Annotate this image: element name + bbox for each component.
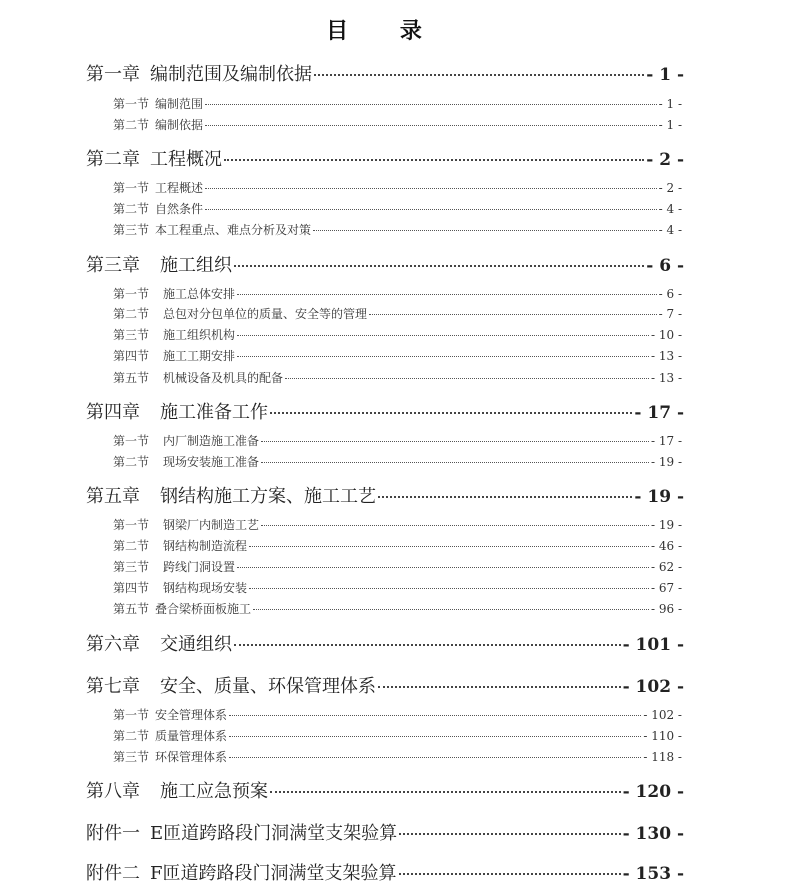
dot-leader [369,314,657,315]
dot-leader [224,159,644,161]
section-title: 总包对分包单位的质量、安全等的管理 [163,307,368,321]
dot-leader [270,791,621,793]
section-title: 叠合梁桥面板施工 [155,602,252,616]
dot-leader [234,265,644,267]
page-number: - 118 - [643,750,682,764]
section-title: 现场安装施工准备 [163,455,260,469]
section-number: 第二节 [113,455,150,469]
toc-section-row[interactable] [113,537,682,554]
page-number: - 17 - [634,403,684,423]
toc-section-row[interactable] [113,95,682,112]
page-number: - 120 - [622,782,684,802]
page-number: - 19 - [634,487,684,507]
toc-section-row[interactable] [113,432,682,449]
dot-leader [261,441,649,442]
section-number: 第二节 [113,202,150,216]
toc-section-row[interactable] [113,285,682,302]
chapter-title: 施工准备工作 [160,402,268,423]
page-number: - 13 - [650,349,682,363]
dot-leader [378,686,621,688]
section-number: 第一节 [113,287,150,301]
section-number: 第四节 [113,581,150,595]
section-title: 钢结构制造流程 [163,539,248,553]
toc-appendix-row[interactable] [86,819,684,845]
page-number: - 6 - [658,287,682,301]
dot-leader [229,757,641,758]
section-number: 第二节 [113,307,150,321]
section-title: 施工组织机构 [163,328,236,342]
section-number: 第一节 [113,181,150,195]
dot-leader [378,496,632,498]
section-number: 第三节 [113,223,150,237]
toc-section-row[interactable] [113,706,682,723]
section-number: 第五节 [113,371,150,385]
toc-section-row[interactable] [113,221,682,238]
chapter-number: 第七章 [86,676,140,697]
toc-section-row[interactable] [113,347,682,364]
section-number: 第二节 [113,118,150,132]
toc-chapter-row[interactable] [86,630,684,656]
page-number: - 110 - [643,729,682,743]
chapter-number: 第五章 [86,486,140,507]
section-number: 第四节 [113,349,150,363]
page-number: - 17 - [650,434,682,448]
chapter-number: 第三章 [86,255,140,276]
chapter-title: 工程概况 [150,149,222,170]
page-number: - 130 - [622,824,684,844]
section-number: 第二节 [113,729,150,743]
dot-leader [399,833,620,835]
section-title: 自然条件 [155,202,204,216]
appendix-number: 附件二 [86,863,140,884]
section-title: 编制范围 [155,97,204,111]
dot-leader [229,715,641,716]
dot-leader [237,356,649,357]
page-number: - 7 - [658,307,682,321]
section-title: 质量管理体系 [155,729,228,743]
dot-leader [285,378,649,379]
chapter-title: 安全、质量、环保管理体系 [160,676,376,697]
dot-leader [314,74,644,76]
section-number: 第二节 [113,539,150,553]
chapter-number: 第八章 [86,781,140,802]
toc-chapter-row[interactable] [86,60,684,86]
dot-leader [205,188,657,189]
section-number: 第三节 [113,750,150,764]
section-title: 施工工期安排 [163,349,236,363]
chapter-title: 施工组织 [160,255,232,276]
section-title: 环保管理体系 [155,750,228,764]
section-number: 第五节 [113,602,150,616]
page-number: - 6 - [646,256,684,276]
chapter-number: 第二章 [86,149,140,170]
page-number: - 1 - [658,97,682,111]
page-number: - 102 - [643,708,682,722]
section-title: 跨线门洞设置 [163,560,236,574]
section-title: 内厂制造施工准备 [163,434,260,448]
page-number: - 153 - [622,864,684,884]
section-title: 安全管理体系 [155,708,228,722]
toc-title: 目 录 [326,18,444,44]
page-number: - 1 - [658,118,682,132]
page-number: - 62 - [650,560,682,574]
toc-chapter-row[interactable] [86,672,684,698]
section-title: 工程概述 [155,181,204,195]
section-title: 钢梁厂内制造工艺 [163,518,260,532]
toc-appendix-row[interactable] [86,859,684,885]
dot-leader [229,736,641,737]
dot-leader [205,209,657,210]
toc-section-row[interactable] [113,200,682,217]
toc-section-row[interactable] [113,453,682,470]
chapter-number: 第一章 [86,64,140,85]
dot-leader [237,335,649,336]
toc-section-row[interactable] [113,305,682,322]
toc-section-row[interactable] [113,369,682,386]
toc-chapter-row[interactable] [86,145,684,171]
page-number: - 46 - [650,539,682,553]
toc-chapter-row[interactable] [86,251,684,277]
dot-leader [234,644,621,646]
section-title: 本工程重点、难点分析及对策 [155,223,312,237]
toc-chapter-row[interactable] [86,777,684,803]
page-number: - 13 - [650,371,682,385]
page-number: - 2 - [646,150,684,170]
toc-section-row[interactable] [113,748,682,765]
toc-section-row[interactable] [113,600,682,617]
page-number: - 4 - [658,202,682,216]
section-title: 机械设备及机具的配备 [163,371,284,385]
dot-leader [261,525,649,526]
page-number: - 2 - [658,181,682,195]
toc-section-row[interactable] [113,558,682,575]
section-number: 第三节 [113,328,150,342]
dot-leader [399,873,621,875]
toc-section-row[interactable] [113,116,682,133]
page-number: - 96 - [650,602,682,616]
appendix-title: F匝道跨路段门洞满堂支架验算 [150,863,397,884]
page-number: - 102 - [622,677,684,697]
dot-leader [205,125,657,126]
dot-leader [253,609,649,610]
section-title: 编制依据 [155,118,204,132]
chapter-number: 第六章 [86,634,140,655]
chapter-title: 施工应急预案 [160,781,268,802]
dot-leader [313,230,657,231]
toc-chapter-row[interactable] [86,482,684,508]
appendix-number: 附件一 [86,823,140,844]
section-number: 第三节 [113,560,150,574]
dot-leader [249,588,649,589]
dot-leader [249,546,649,547]
chapter-number: 第四章 [86,402,140,423]
section-number: 第一节 [113,97,150,111]
toc-section-row[interactable] [113,516,682,533]
page-number: - 19 - [650,518,682,532]
toc-section-row[interactable] [113,727,682,744]
page-number: - 67 - [650,581,682,595]
section-title: 施工总体安排 [163,287,236,301]
appendix-title: E匝道跨路段门洞满堂支架验算 [150,823,398,844]
page-number: - 4 - [658,223,682,237]
section-title: 钢结构现场安装 [163,581,248,595]
chapter-title: 编制范围及编制依据 [150,64,312,85]
section-number: 第一节 [113,708,150,722]
page-number: - 101 - [622,635,684,655]
dot-leader [237,567,649,568]
dot-leader [261,462,649,463]
page-number: - 10 - [650,328,682,342]
toc-chapter-row[interactable] [86,398,684,424]
section-number: 第一节 [113,434,150,448]
dot-leader [237,294,657,295]
section-number: 第一节 [113,518,150,532]
toc-section-row[interactable] [113,579,682,596]
dot-leader [205,104,657,105]
toc-section-row[interactable] [113,326,682,343]
page-number: - 19 - [650,455,682,469]
chapter-title: 钢结构施工方案、施工工艺 [160,486,376,507]
chapter-title: 交通组织 [160,634,232,655]
toc-section-row[interactable] [113,179,682,196]
page-number: - 1 - [646,65,684,85]
dot-leader [270,412,632,414]
